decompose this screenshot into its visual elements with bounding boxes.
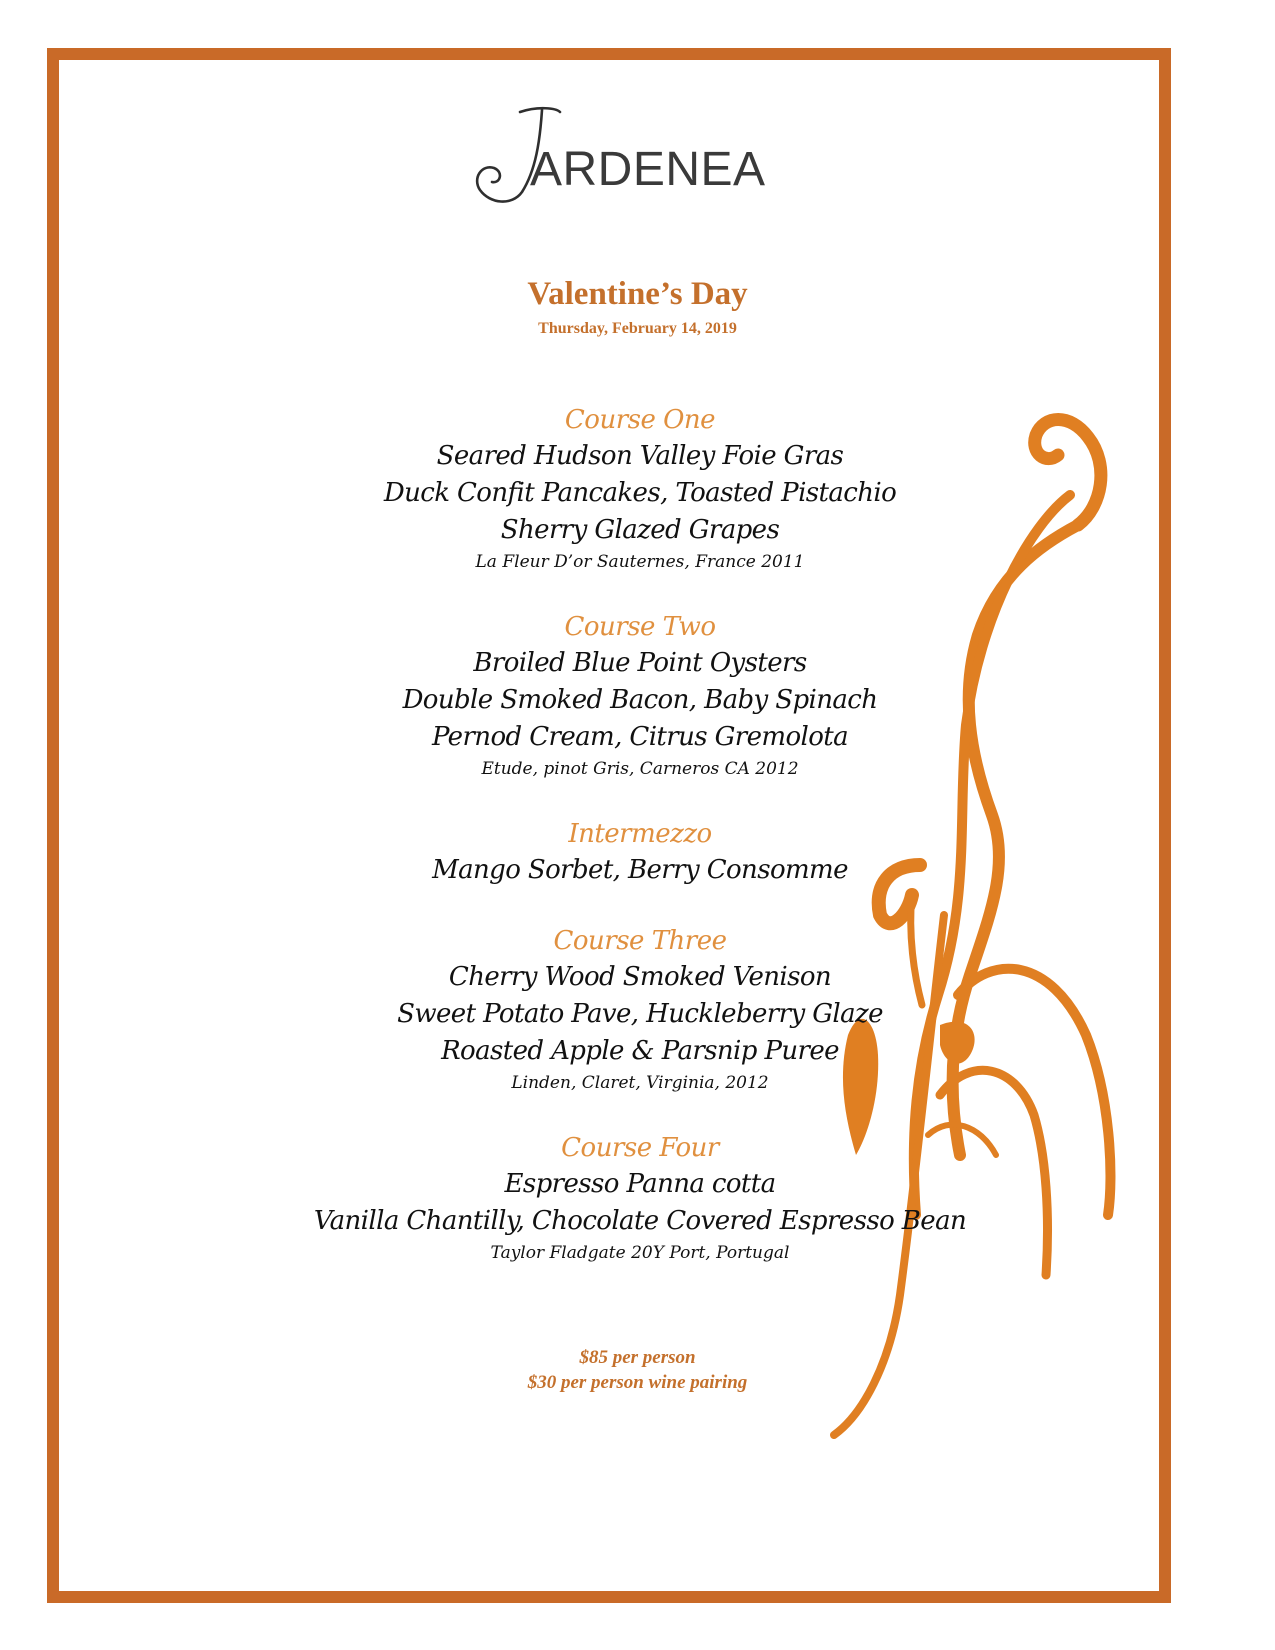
restaurant-logo xyxy=(460,100,780,210)
menu-courses xyxy=(260,402,1020,1300)
course-intermezzo xyxy=(260,816,1020,889)
dish-line: Seared Hudson Valley Foie Gras xyxy=(436,441,844,471)
dish-line: Mango Sorbet, Berry Consomme xyxy=(432,855,848,885)
wine-pairing: La Fleur D’or Sauternes, France 2011 xyxy=(475,552,805,572)
dish-line: Roasted Apple & Parsnip Puree xyxy=(441,1036,839,1066)
wine-pairing: Taylor Fladgate 20Y Port, Portugal xyxy=(490,1243,790,1263)
course-name: Course Three xyxy=(553,926,727,956)
dish-line: Vanilla Chantilly, Chocolate Covered Espresso Bean xyxy=(313,1206,967,1236)
dish-line: Duck Confit Pancakes, Toasted Pistachio xyxy=(383,478,897,508)
course-name: Course One xyxy=(564,405,716,435)
event-date: Thursday, February 14, 2019 xyxy=(538,320,737,337)
course-two xyxy=(260,609,1020,782)
logo-wordmark: ARDENEA xyxy=(530,143,766,196)
dish-line: Sherry Glazed Grapes xyxy=(500,515,780,545)
wine-pairing: Linden, Claret, Virginia, 2012 xyxy=(511,1073,769,1093)
dish-line: Cherry Wood Smoked Venison xyxy=(448,962,832,992)
course-name: Intermezzo xyxy=(568,819,712,849)
event-title: Valentine’s Day xyxy=(527,276,748,312)
course-four xyxy=(260,1130,1020,1266)
course-three xyxy=(260,923,1020,1096)
dish-line: Double Smoked Bacon, Baby Spinach xyxy=(402,685,878,715)
price-wine-pairing: $30 per person wine pairing xyxy=(527,1372,748,1393)
price-per-person: $85 per person xyxy=(579,1347,696,1368)
dish-line: Espresso Panna cotta xyxy=(504,1169,776,1199)
course-one xyxy=(260,402,1020,575)
course-name: Course Two xyxy=(564,612,716,642)
dish-line: Broiled Blue Point Oysters xyxy=(473,648,807,678)
dish-line: Sweet Potato Pave, Huckleberry Glaze xyxy=(397,999,883,1029)
course-name: Course Four xyxy=(561,1133,719,1163)
wine-pairing: Etude, pinot Gris, Carneros CA 2012 xyxy=(481,759,799,779)
dish-line: Pernod Cream, Citrus Gremolota xyxy=(431,722,849,752)
